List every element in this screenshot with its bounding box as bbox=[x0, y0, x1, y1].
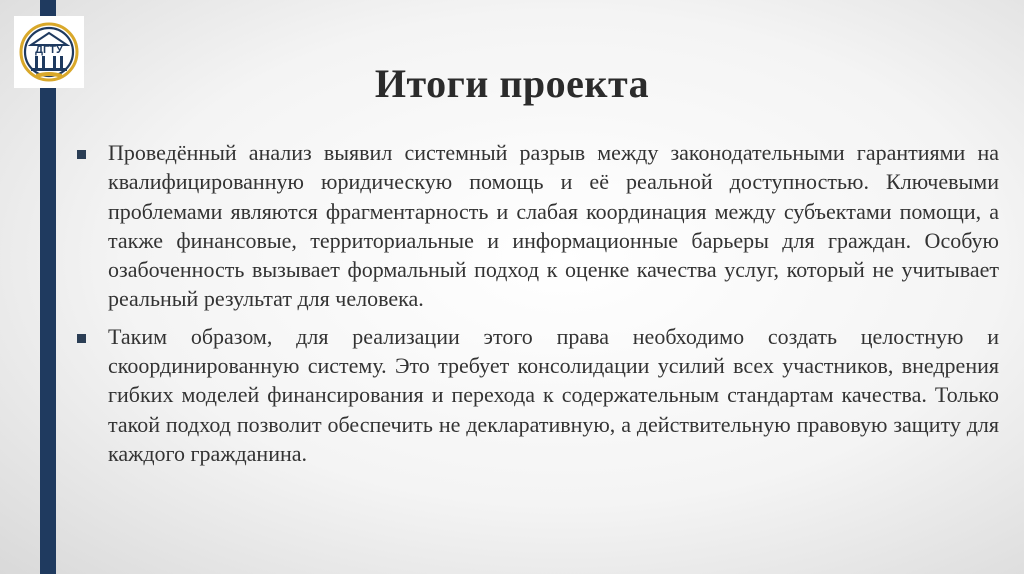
bullet-item bbox=[74, 322, 999, 468]
square-bullet-icon bbox=[77, 334, 86, 343]
bullet-text: Таким образом, для реализации этого права необходимо создать целостную и скоординированную систему. Это требует консолидации усилий всех участников, внедрения гибких моделей финансирования и перехода к содержательным стандартам качества. Только такой подход позволит обеспечить не декларативную, а действительную правовую защиту для каждого гражданина. bbox=[108, 323, 999, 466]
bullet-text: Проведённый анализ выявил системный разрыв между законодательными гарантиями на квалифицированную юридическую помощь и её реальной доступностью. Ключевыми проблемами являются фрагментарность и слабая координация между субъектами помощи, а также финансовые, территориальные и информационные барьеры для граждан. Особую озабоченность вызывает формальный подход к оценке качества услуг, который не учитывает реальный результат для человека. bbox=[108, 140, 999, 312]
square-bullet-icon bbox=[77, 150, 86, 159]
slide-title: Итоги проекта bbox=[374, 61, 650, 106]
bullet-item bbox=[74, 138, 999, 314]
logo-text: ДГТУ bbox=[35, 44, 63, 56]
bullet-list bbox=[74, 138, 999, 476]
